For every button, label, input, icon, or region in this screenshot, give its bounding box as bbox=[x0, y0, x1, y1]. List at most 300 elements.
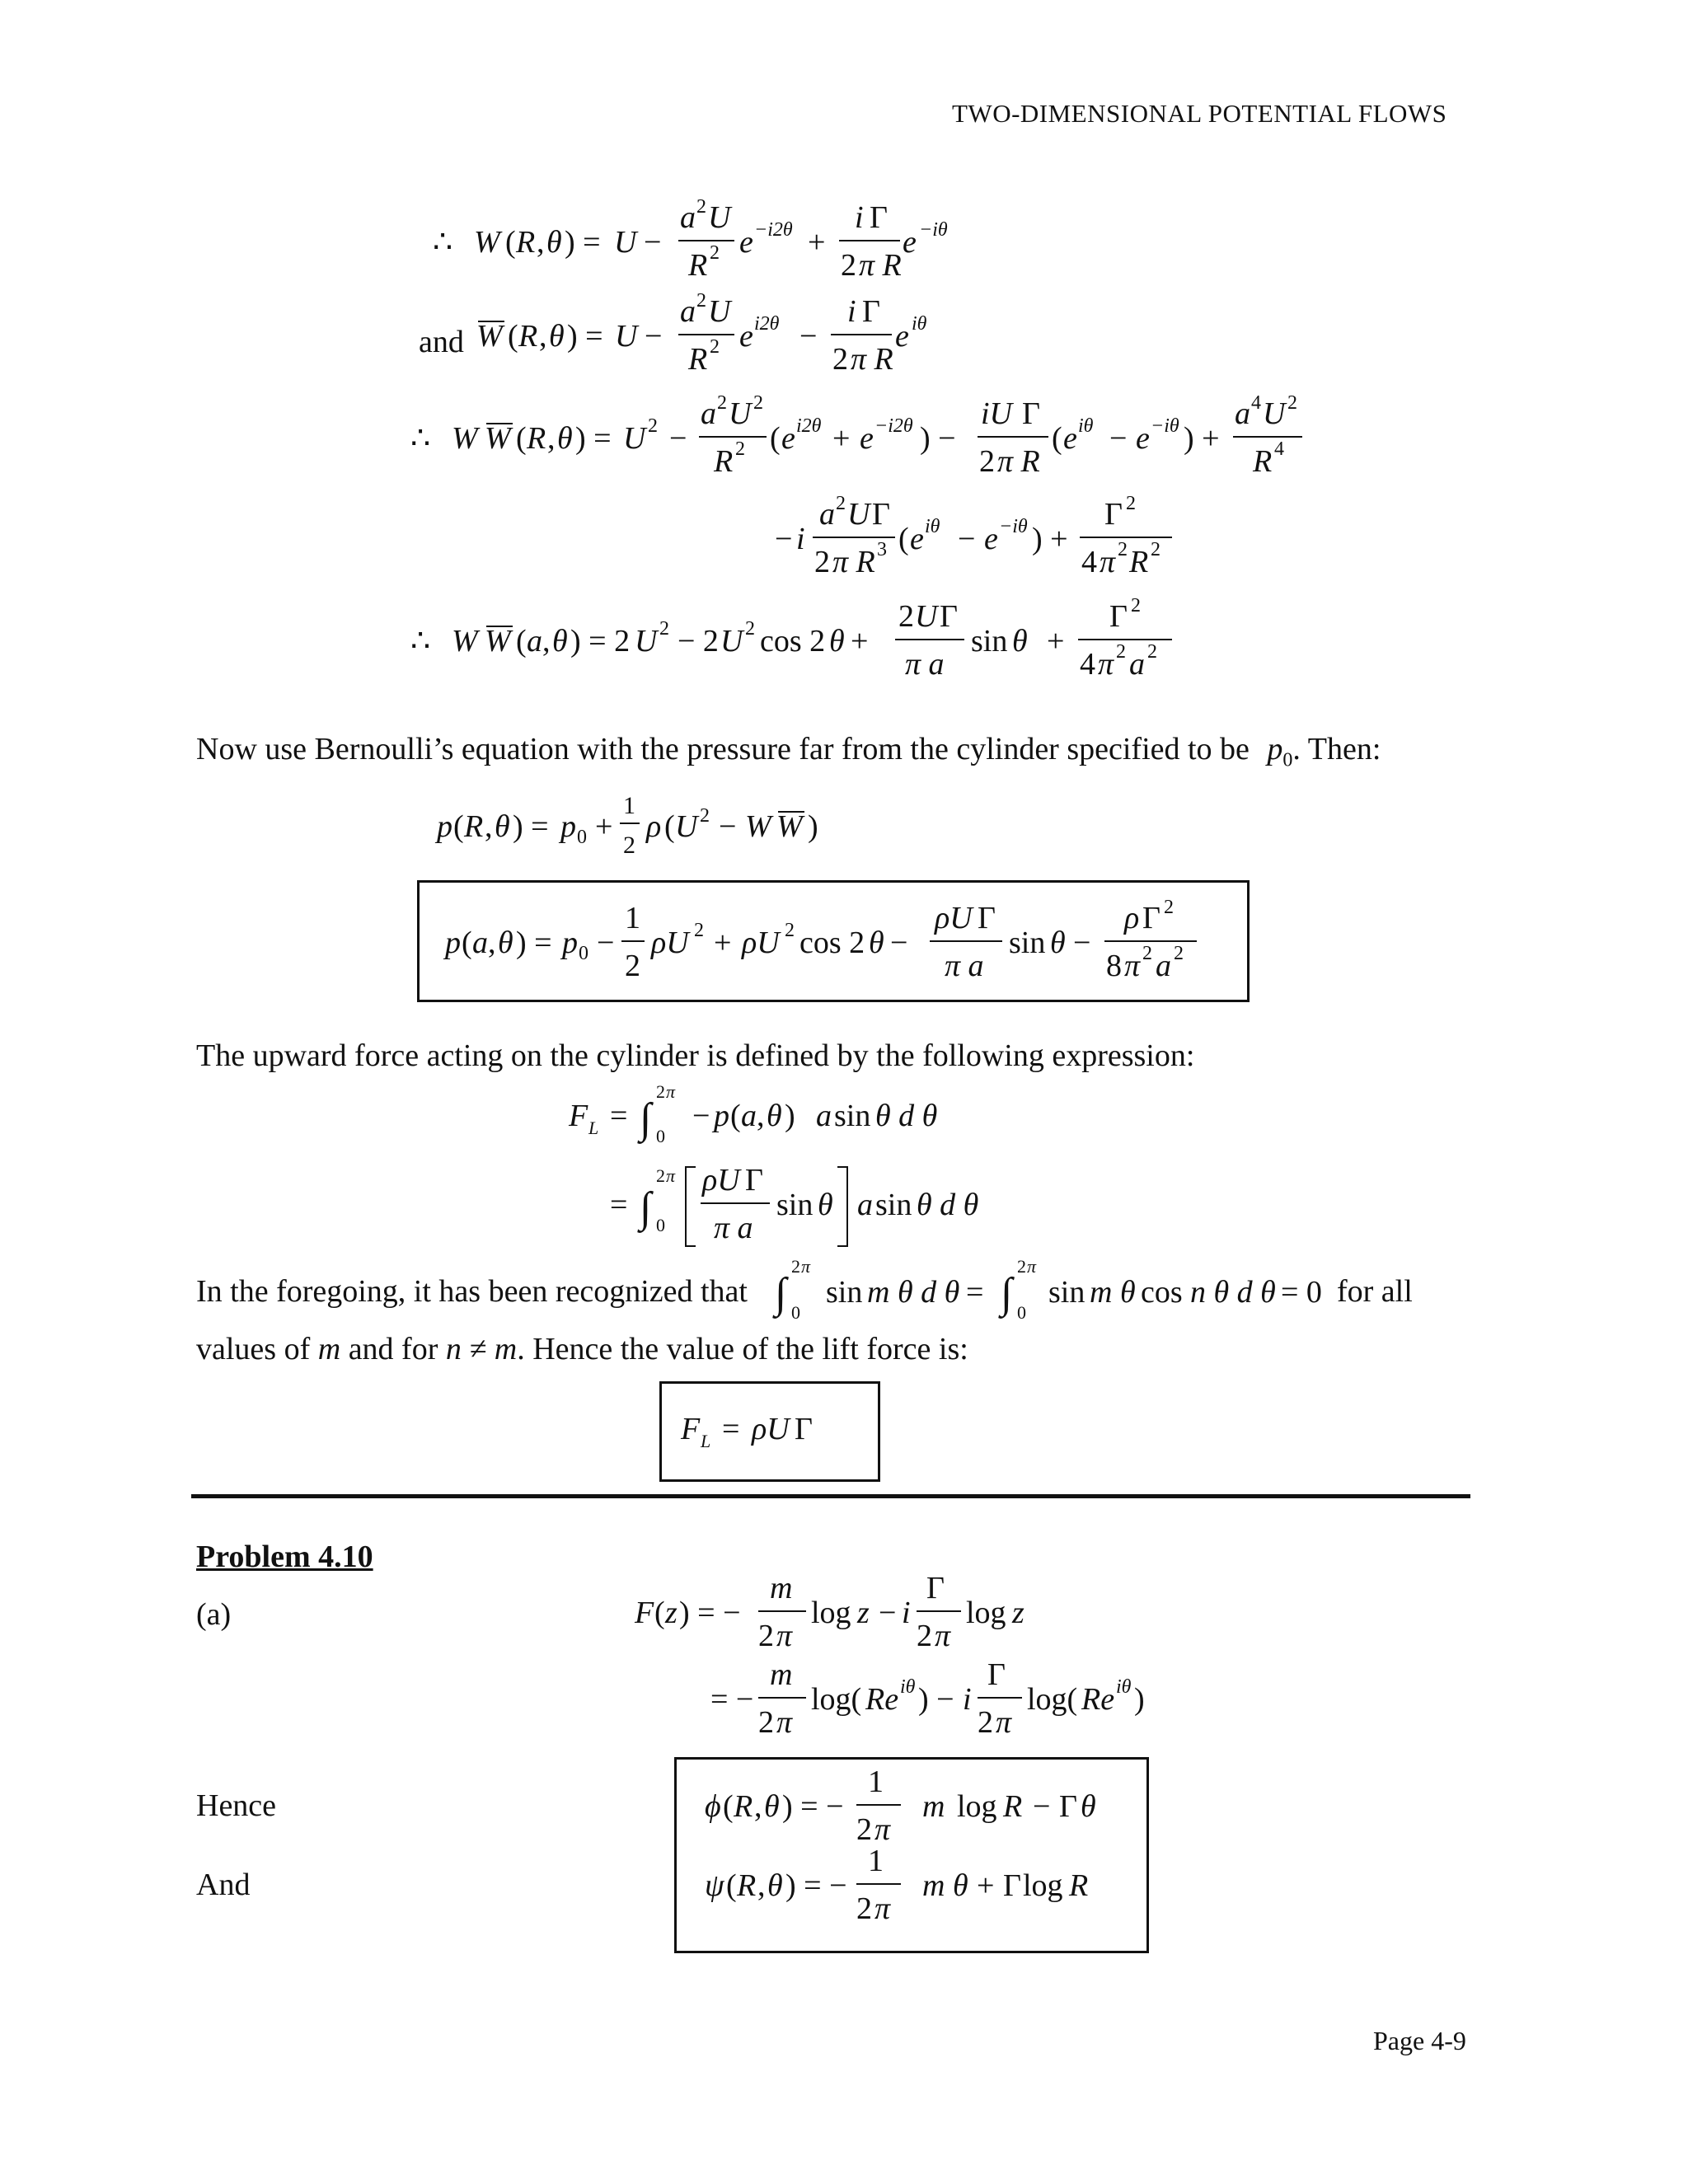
svg-text:a: a bbox=[857, 1188, 873, 1222]
svg-text:,: , bbox=[485, 809, 493, 844]
svg-text:−: − bbox=[644, 225, 662, 260]
svg-text:2: 2 bbox=[1151, 539, 1160, 560]
svg-text:a: a bbox=[816, 1099, 832, 1133]
svg-text:θ: θ bbox=[549, 319, 565, 354]
svg-text:Γ: Γ bbox=[1022, 396, 1040, 431]
svg-text:U: U bbox=[915, 599, 938, 634]
svg-text:2: 2 bbox=[758, 1705, 774, 1740]
svg-text:) = 2: ) = 2 bbox=[570, 624, 631, 658]
svg-text:sin: sin bbox=[1048, 1275, 1085, 1310]
svg-text:a: a bbox=[1235, 396, 1250, 431]
svg-text:2: 2 bbox=[735, 438, 745, 460]
svg-text:2: 2 bbox=[1142, 943, 1152, 964]
svg-text:a: a bbox=[1156, 949, 1171, 983]
svg-text:R: R bbox=[516, 225, 536, 260]
svg-text:a: a bbox=[701, 396, 716, 431]
svg-text:θ: θ bbox=[557, 421, 573, 456]
bernoulli-sentence bbox=[196, 733, 1381, 771]
section-divider bbox=[191, 1494, 1470, 1498]
svg-text:Γ: Γ bbox=[745, 1163, 763, 1197]
svg-text:2: 2 bbox=[1116, 641, 1126, 663]
svg-text:log: log bbox=[957, 1789, 997, 1824]
bernoulli-text: Now use Bernoulli’s equation with the pressure far from the cylinder specified to be bbox=[196, 732, 1250, 766]
svg-text:−: − bbox=[879, 1596, 897, 1630]
svg-text:1: 1 bbox=[868, 1844, 884, 1878]
svg-text:2: 2 bbox=[1131, 595, 1141, 616]
svg-text:cos 2: cos 2 bbox=[799, 926, 865, 960]
svg-text:L: L bbox=[588, 1118, 599, 1138]
svg-text:π: π bbox=[776, 1705, 793, 1740]
svg-text:) = −: ) = − bbox=[679, 1596, 741, 1630]
svg-text:sin: sin bbox=[1009, 926, 1046, 960]
upward-force-sentence: The upward force acting on the cylinder is defined by the following expression: bbox=[196, 1038, 1195, 1073]
svg-text:Γ: Γ bbox=[940, 599, 958, 634]
svg-text:): ) bbox=[785, 1099, 795, 1133]
svg-text:π: π bbox=[1124, 949, 1141, 983]
svg-text:θ d θ: θ d θ bbox=[917, 1188, 979, 1222]
svg-text:i2θ: i2θ bbox=[796, 415, 822, 437]
svg-text:4: 4 bbox=[1251, 392, 1261, 414]
svg-text:θ: θ bbox=[498, 926, 513, 960]
svg-text:R: R bbox=[688, 248, 708, 283]
svg-text:π: π bbox=[996, 1705, 1012, 1740]
svg-text:ρU: ρU bbox=[742, 926, 780, 960]
svg-text:2: 2 bbox=[696, 290, 706, 312]
svg-text:2: 2 bbox=[856, 1891, 872, 1926]
svg-text:): ) bbox=[1134, 1682, 1145, 1717]
svg-text:π R: π R bbox=[997, 444, 1040, 479]
svg-text:π: π bbox=[874, 1891, 891, 1926]
and-label: and bbox=[419, 325, 464, 359]
svg-text:Γ: Γ bbox=[862, 294, 880, 329]
svg-text:π: π bbox=[1100, 545, 1116, 579]
foregoing-text: In the foregoing, it has been recognized that bbox=[196, 1274, 748, 1309]
svg-text:−iθ: −iθ bbox=[919, 219, 948, 241]
svg-text:a: a bbox=[1129, 647, 1145, 682]
svg-text:ρU: ρU bbox=[752, 1412, 790, 1446]
svg-text:a: a bbox=[680, 200, 696, 235]
svg-text:,: , bbox=[539, 319, 547, 354]
svg-text:R: R bbox=[1129, 545, 1149, 579]
svg-text:θ: θ bbox=[1081, 1789, 1096, 1824]
svg-text:ϕ: ϕ bbox=[705, 1789, 721, 1824]
svg-text:U: U bbox=[847, 497, 870, 532]
svg-text:p: p bbox=[714, 1099, 729, 1133]
svg-text:π R: π R bbox=[859, 248, 902, 283]
svg-text:i: i bbox=[796, 522, 805, 556]
svg-text:) = −: ) = − bbox=[785, 1868, 847, 1903]
p0-symbol: p bbox=[1267, 732, 1283, 766]
svg-text:ρ: ρ bbox=[646, 809, 662, 844]
svg-text:a: a bbox=[472, 926, 488, 960]
svg-text:0: 0 bbox=[791, 1302, 800, 1323]
svg-text:m θ d θ: m θ d θ bbox=[867, 1275, 960, 1310]
svg-text:2: 2 bbox=[623, 832, 635, 859]
svg-text:cos: cos bbox=[1141, 1275, 1183, 1310]
svg-text:0: 0 bbox=[579, 943, 588, 964]
svg-text:θ: θ bbox=[546, 225, 562, 260]
svg-text:i: i bbox=[847, 294, 856, 329]
svg-text:p: p bbox=[560, 809, 576, 844]
svg-text:0: 0 bbox=[656, 1215, 665, 1235]
svg-text:R: R bbox=[464, 809, 484, 844]
svg-text:−: − bbox=[645, 319, 663, 354]
svg-text:8: 8 bbox=[1106, 949, 1122, 983]
svg-text:) =: ) = bbox=[513, 809, 549, 844]
svg-text:2: 2 bbox=[710, 336, 720, 358]
svg-text:m: m bbox=[922, 1789, 945, 1824]
svg-text:R: R bbox=[518, 319, 538, 354]
svg-text:U: U bbox=[1263, 396, 1286, 431]
equation-Fz-polar bbox=[635, 1657, 1195, 1747]
svg-text:U: U bbox=[614, 225, 637, 260]
svg-text:iθ: iθ bbox=[900, 1676, 916, 1698]
svg-text:= 0: = 0 bbox=[1281, 1275, 1322, 1310]
svg-text:(: ( bbox=[723, 1789, 734, 1824]
problem-heading: Problem 4.10 bbox=[196, 1540, 373, 1574]
svg-text:0: 0 bbox=[577, 827, 587, 848]
svg-text:θ: θ bbox=[767, 1868, 783, 1903]
svg-text:e: e bbox=[739, 225, 753, 260]
svg-text:z: z bbox=[1012, 1596, 1025, 1630]
svg-text:1: 1 bbox=[625, 901, 640, 935]
svg-text:Γ: Γ bbox=[1142, 901, 1160, 935]
svg-text:e: e bbox=[910, 522, 924, 556]
n-neq-m: n ≠ m bbox=[445, 1332, 518, 1366]
svg-text:W: W bbox=[485, 421, 511, 456]
svg-text:cos 2: cos 2 bbox=[760, 624, 826, 658]
svg-text:ρU: ρU bbox=[651, 926, 689, 960]
svg-text:U: U bbox=[708, 200, 731, 235]
svg-text:F: F bbox=[569, 1099, 588, 1133]
svg-text:+: + bbox=[977, 1868, 995, 1903]
svg-text:=: = bbox=[966, 1275, 984, 1310]
svg-text:2: 2 bbox=[791, 1256, 800, 1277]
svg-text:= −: = − bbox=[710, 1682, 754, 1717]
svg-text:2: 2 bbox=[758, 1619, 774, 1653]
svg-text:W: W bbox=[452, 624, 478, 658]
svg-text:z: z bbox=[857, 1596, 870, 1630]
svg-text:−: − bbox=[890, 926, 908, 960]
and-cap-label: And bbox=[196, 1868, 251, 1902]
svg-text:+: + bbox=[851, 624, 869, 658]
svg-text:W: W bbox=[476, 319, 503, 354]
svg-text:n θ d θ: n θ d θ bbox=[1190, 1275, 1276, 1310]
svg-text:2: 2 bbox=[745, 618, 755, 640]
svg-text:) =: ) = bbox=[567, 319, 603, 354]
svg-text:−i2θ: −i2θ bbox=[754, 219, 793, 241]
part-label: (a) bbox=[196, 1597, 232, 1632]
equation-orthogonality bbox=[775, 1253, 1368, 1327]
svg-text:2: 2 bbox=[648, 415, 658, 437]
svg-text:m: m bbox=[770, 1571, 793, 1605]
svg-text:e: e bbox=[1136, 421, 1150, 456]
svg-text:U: U bbox=[720, 624, 743, 658]
svg-text:2: 2 bbox=[753, 392, 763, 414]
svg-text:2: 2 bbox=[979, 444, 995, 479]
svg-text:(: ( bbox=[730, 1099, 741, 1133]
svg-text:θ: θ bbox=[495, 809, 510, 844]
svg-text:∫: ∫ bbox=[640, 1184, 652, 1231]
p0-subscript: 0 bbox=[1282, 749, 1293, 771]
svg-text:2: 2 bbox=[717, 392, 727, 414]
svg-text:L: L bbox=[701, 1431, 711, 1451]
svg-text:π R: π R bbox=[851, 342, 893, 377]
svg-text:Γ: Γ bbox=[926, 1571, 945, 1605]
svg-text:Γ: Γ bbox=[795, 1412, 813, 1446]
svg-text:θ: θ bbox=[764, 1789, 780, 1824]
svg-text:a: a bbox=[680, 294, 696, 329]
svg-text:Γ: Γ bbox=[1003, 1868, 1021, 1903]
svg-text:iθ: iθ bbox=[925, 516, 940, 537]
svg-text:m: m bbox=[770, 1657, 793, 1692]
svg-text:(: ( bbox=[898, 522, 909, 556]
svg-text:∫: ∫ bbox=[775, 1270, 787, 1317]
svg-text:π: π bbox=[801, 1256, 811, 1277]
svg-text:(: ( bbox=[505, 225, 516, 260]
svg-text:2: 2 bbox=[814, 545, 830, 579]
svg-text:R: R bbox=[714, 444, 734, 479]
svg-text:) =: ) = bbox=[516, 926, 552, 960]
svg-text:π: π bbox=[874, 1812, 891, 1847]
svg-text:(: ( bbox=[462, 926, 472, 960]
svg-text:sin: sin bbox=[971, 624, 1008, 658]
svg-text:(: ( bbox=[516, 421, 527, 456]
svg-text:π: π bbox=[1098, 647, 1114, 682]
svg-text:i: i bbox=[902, 1596, 911, 1630]
svg-text:2: 2 bbox=[836, 493, 846, 514]
svg-text:(: ( bbox=[770, 421, 781, 456]
svg-text:(: ( bbox=[654, 1596, 665, 1630]
svg-text:Γ: Γ bbox=[870, 200, 888, 235]
svg-text:U: U bbox=[729, 396, 752, 431]
svg-text:−: − bbox=[799, 319, 818, 354]
svg-text:log: log bbox=[1023, 1868, 1063, 1903]
svg-text:ρU: ρU bbox=[935, 901, 973, 935]
svg-text:−: − bbox=[775, 522, 793, 556]
svg-text:,: , bbox=[542, 624, 551, 658]
svg-text:2: 2 bbox=[785, 920, 795, 941]
svg-text:e: e bbox=[739, 319, 753, 354]
svg-text:2: 2 bbox=[710, 242, 720, 264]
svg-text:θ d θ: θ d θ bbox=[875, 1099, 938, 1133]
svg-text:Γ: Γ bbox=[1059, 1789, 1077, 1824]
svg-text:,: , bbox=[757, 1099, 765, 1133]
svg-text:∫: ∫ bbox=[640, 1095, 652, 1142]
svg-text:R: R bbox=[527, 421, 546, 456]
svg-text:F: F bbox=[681, 1412, 701, 1446]
svg-text:2: 2 bbox=[656, 1081, 665, 1102]
svg-text:a: a bbox=[741, 1099, 757, 1133]
svg-text:): ) bbox=[808, 809, 818, 844]
svg-text:e: e bbox=[1063, 421, 1077, 456]
svg-text:2: 2 bbox=[1164, 897, 1174, 918]
svg-text:−iθ: −iθ bbox=[1151, 415, 1179, 437]
svg-text:(: ( bbox=[1052, 421, 1062, 456]
svg-text:U: U bbox=[635, 624, 658, 658]
svg-text:Γ: Γ bbox=[1109, 599, 1128, 634]
svg-text:−: − bbox=[1109, 421, 1128, 456]
svg-text:−: − bbox=[692, 1099, 710, 1133]
svg-text:W: W bbox=[452, 421, 478, 456]
equation-FL-simplified bbox=[569, 1154, 997, 1261]
svg-text:θ: θ bbox=[829, 624, 845, 658]
svg-text:log: log bbox=[966, 1596, 1006, 1630]
svg-text:) +: ) + bbox=[1184, 421, 1220, 456]
svg-text:R: R bbox=[737, 1868, 757, 1903]
svg-text:−: − bbox=[1073, 926, 1091, 960]
svg-text:∫: ∫ bbox=[1001, 1270, 1013, 1317]
svg-text:(: ( bbox=[508, 319, 518, 354]
svg-text:1: 1 bbox=[623, 792, 635, 819]
equation-WWbar-R bbox=[410, 394, 1334, 485]
svg-text:− 2: − 2 bbox=[678, 624, 719, 658]
svg-text:Γ: Γ bbox=[872, 497, 890, 532]
svg-text:,: , bbox=[537, 225, 545, 260]
svg-text:0: 0 bbox=[656, 1126, 665, 1146]
svg-text:) =: ) = bbox=[575, 421, 612, 456]
svg-text:e: e bbox=[781, 421, 795, 456]
svg-text:π: π bbox=[935, 1619, 951, 1653]
svg-text:+: + bbox=[808, 225, 826, 260]
values-of-text: values of bbox=[196, 1332, 311, 1366]
and-for-text: and for bbox=[348, 1332, 438, 1366]
svg-text:R: R bbox=[734, 1789, 753, 1824]
hence-label: Hence bbox=[196, 1788, 277, 1823]
svg-text:i: i bbox=[855, 200, 864, 235]
svg-text:log(: log( bbox=[811, 1682, 862, 1717]
svg-text:2: 2 bbox=[1174, 943, 1184, 964]
svg-text:+: + bbox=[832, 421, 851, 456]
svg-text:π: π bbox=[1027, 1256, 1037, 1277]
svg-text:2: 2 bbox=[1147, 641, 1157, 663]
svg-text:θ: θ bbox=[869, 926, 884, 960]
equation-pressure-a bbox=[445, 898, 1236, 989]
svg-text:=: = bbox=[722, 1412, 740, 1446]
svg-text:e: e bbox=[903, 225, 917, 260]
svg-text:−i2θ: −i2θ bbox=[874, 415, 913, 437]
svg-text:θ: θ bbox=[767, 1099, 782, 1133]
svg-text:2: 2 bbox=[694, 920, 704, 941]
svg-text:−: − bbox=[1033, 1789, 1051, 1824]
svg-text:π: π bbox=[666, 1165, 676, 1186]
svg-text:R: R bbox=[1069, 1868, 1089, 1903]
svg-text:R: R bbox=[1253, 444, 1273, 479]
svg-text:+: + bbox=[595, 809, 613, 844]
svg-text:,: , bbox=[488, 926, 496, 960]
svg-text:π a: π a bbox=[714, 1211, 753, 1245]
svg-text:2: 2 bbox=[1118, 539, 1128, 560]
svg-text:m θ: m θ bbox=[1090, 1275, 1136, 1310]
svg-text:ρU: ρU bbox=[702, 1163, 740, 1197]
svg-text:−iθ: −iθ bbox=[999, 516, 1028, 537]
svg-text:) −: ) − bbox=[918, 1682, 954, 1717]
equation-pressure-R bbox=[437, 787, 898, 878]
svg-text:e: e bbox=[984, 522, 998, 556]
svg-text:(: ( bbox=[726, 1868, 737, 1903]
svg-text:θ: θ bbox=[1050, 926, 1066, 960]
svg-text:π: π bbox=[666, 1081, 676, 1102]
svg-text:sin: sin bbox=[776, 1188, 814, 1222]
svg-text:∴: ∴ bbox=[433, 225, 453, 260]
svg-text:π: π bbox=[776, 1619, 793, 1653]
svg-text:2: 2 bbox=[917, 1619, 932, 1653]
equation-phi bbox=[705, 1762, 1133, 1853]
svg-text:2: 2 bbox=[856, 1812, 872, 1847]
svg-text:=: = bbox=[610, 1099, 628, 1133]
svg-text:+: + bbox=[714, 926, 732, 960]
equation-continuation bbox=[775, 494, 1203, 585]
svg-text:π a: π a bbox=[945, 949, 984, 983]
svg-text:U: U bbox=[708, 294, 731, 329]
equation-W bbox=[433, 196, 1010, 290]
svg-text:π a: π a bbox=[905, 647, 945, 682]
svg-text:) =: ) = bbox=[565, 225, 601, 260]
svg-text:2: 2 bbox=[1017, 1256, 1026, 1277]
svg-text:(: ( bbox=[453, 809, 464, 844]
svg-text:U: U bbox=[615, 319, 638, 354]
svg-text:e: e bbox=[860, 421, 874, 456]
svg-text:4: 4 bbox=[1274, 438, 1284, 460]
svg-text:W: W bbox=[776, 809, 803, 844]
svg-text:2: 2 bbox=[832, 342, 848, 377]
svg-text:F: F bbox=[635, 1596, 654, 1630]
svg-text:a: a bbox=[819, 497, 835, 532]
svg-text:) = −: ) = − bbox=[782, 1789, 844, 1824]
svg-text:2: 2 bbox=[659, 618, 669, 640]
svg-text:2: 2 bbox=[1287, 392, 1297, 414]
svg-text:Γ: Γ bbox=[978, 901, 996, 935]
svg-text:Re: Re bbox=[1081, 1682, 1115, 1717]
hence-lift-text: . Hence the value of the lift force is: bbox=[517, 1332, 968, 1366]
svg-text:W: W bbox=[745, 809, 771, 844]
svg-text:R: R bbox=[1003, 1789, 1023, 1824]
svg-text:sin: sin bbox=[826, 1275, 863, 1310]
svg-text:θ: θ bbox=[1012, 624, 1028, 658]
svg-text:1: 1 bbox=[868, 1765, 884, 1799]
svg-text:Γ: Γ bbox=[987, 1657, 1006, 1692]
then-text: . Then: bbox=[1292, 732, 1381, 766]
svg-text:e: e bbox=[895, 319, 909, 354]
svg-text:,: , bbox=[757, 1868, 766, 1903]
page-number: Page 4-9 bbox=[1373, 2026, 1466, 2055]
svg-text:R: R bbox=[688, 342, 708, 377]
svg-text:2: 2 bbox=[978, 1705, 993, 1740]
equation-W-bar bbox=[470, 290, 1030, 384]
svg-text:Re: Re bbox=[865, 1682, 899, 1717]
svg-text:sin: sin bbox=[875, 1188, 912, 1222]
svg-text:2: 2 bbox=[700, 805, 710, 827]
svg-text:π R: π R bbox=[832, 545, 875, 579]
svg-text:3: 3 bbox=[877, 539, 887, 560]
for-all-text: for all bbox=[1337, 1274, 1413, 1309]
svg-text:∴: ∴ bbox=[410, 624, 431, 658]
svg-text:log: log bbox=[811, 1596, 851, 1630]
svg-text:4: 4 bbox=[1080, 647, 1095, 682]
svg-text:i: i bbox=[963, 1682, 972, 1717]
equation-FL-integral bbox=[569, 1080, 997, 1162]
svg-text:log(: log( bbox=[1027, 1682, 1078, 1717]
svg-text:−: − bbox=[597, 926, 615, 960]
svg-text:p: p bbox=[445, 926, 461, 960]
equation-lift-result bbox=[681, 1403, 862, 1460]
svg-text:=: = bbox=[610, 1188, 628, 1222]
equation-Fz bbox=[635, 1570, 1096, 1661]
svg-text:iθ: iθ bbox=[912, 313, 927, 335]
svg-text:,: , bbox=[754, 1789, 762, 1824]
equation-psi bbox=[705, 1841, 1133, 1932]
svg-text:ρ: ρ bbox=[1124, 901, 1140, 935]
